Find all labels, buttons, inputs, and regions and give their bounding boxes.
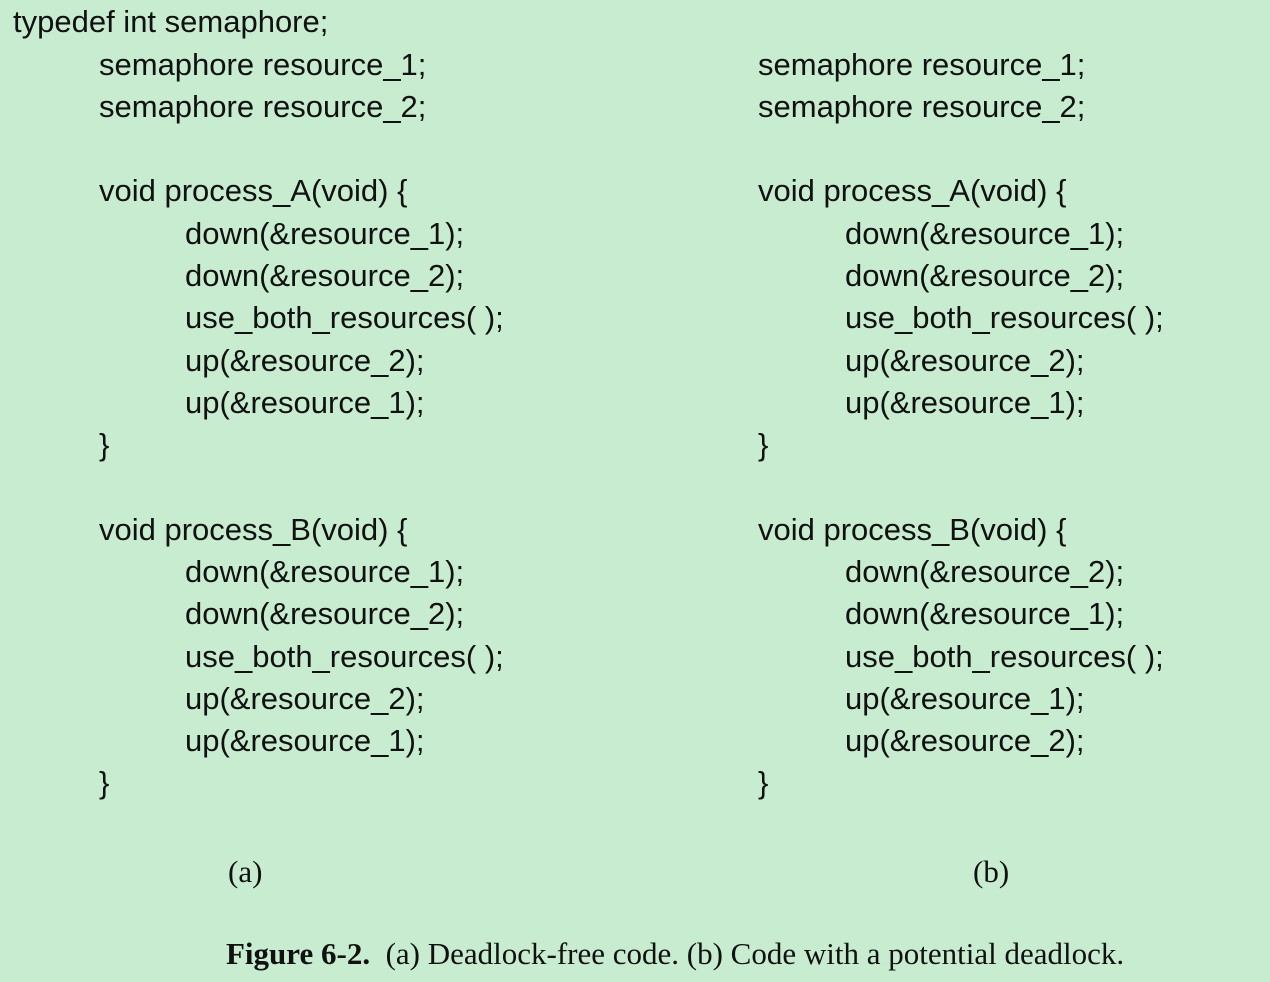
panel-b-label: (b) xyxy=(973,854,1010,889)
caption-label: Figure 6-2. xyxy=(226,936,371,971)
code-line: down(&resource_2); xyxy=(185,258,465,293)
code-line: use_both_resources( ); xyxy=(845,300,1164,335)
code-line: down(&resource_1); xyxy=(845,216,1125,251)
code-line: } xyxy=(99,427,110,462)
code-line: void process_B(void) { xyxy=(758,512,1067,547)
code-line: down(&resource_1); xyxy=(845,596,1125,631)
code-line: up(&resource_2); xyxy=(845,343,1085,378)
code-line: up(&resource_1); xyxy=(185,385,425,420)
code-line: semaphore resource_1; xyxy=(758,47,1086,82)
code-line: } xyxy=(758,765,769,800)
code-line: use_both_resources( ); xyxy=(185,300,504,335)
panel-a-label: (a) xyxy=(228,854,263,889)
code-line: semaphore resource_2; xyxy=(99,89,427,124)
code-line: down(&resource_1); xyxy=(185,554,465,589)
code-line: down(&resource_1); xyxy=(185,216,465,251)
caption-text: (a) Deadlock-free code. (b) Code with a potential deadlock. xyxy=(385,936,1125,971)
code-line: up(&resource_2); xyxy=(845,723,1085,758)
code-line: semaphore resource_2; xyxy=(758,89,1086,124)
code-line: up(&resource_2); xyxy=(185,343,425,378)
code-line: up(&resource_1); xyxy=(185,723,425,758)
code-line: } xyxy=(99,765,110,800)
code-line: use_both_resources( ); xyxy=(185,639,504,674)
code-line: up(&resource_1); xyxy=(845,385,1085,420)
code-line: down(&resource_2); xyxy=(185,596,465,631)
code-line: semaphore resource_1; xyxy=(99,47,427,82)
typedef-line: typedef int semaphore; xyxy=(13,4,329,39)
code-line: down(&resource_2); xyxy=(845,554,1125,589)
code-line: void process_B(void) { xyxy=(99,512,408,547)
code-line: down(&resource_2); xyxy=(845,258,1125,293)
code-line: up(&resource_1); xyxy=(845,681,1085,716)
code-line: up(&resource_2); xyxy=(185,681,425,716)
code-line: void process_A(void) { xyxy=(99,173,408,208)
code-line: } xyxy=(758,427,769,462)
code-line: void process_A(void) { xyxy=(758,173,1067,208)
code-line: use_both_resources( ); xyxy=(845,639,1164,674)
figure-caption xyxy=(226,934,1124,974)
